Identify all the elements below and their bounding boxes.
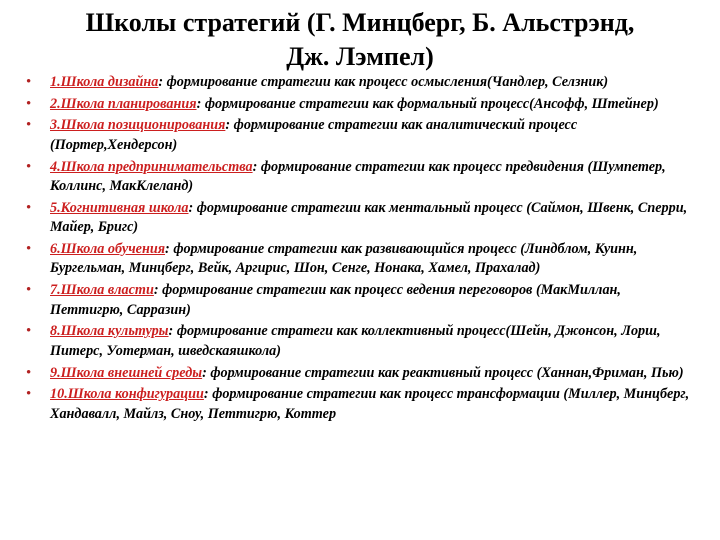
title-line-2: Дж. Лэмпел) xyxy=(286,42,434,71)
school-name: 10.Школа конфигурации xyxy=(50,386,204,403)
colon: : xyxy=(158,74,164,90)
strategy-schools-list xyxy=(26,73,696,426)
bullet-icon: • xyxy=(26,158,32,175)
school-name: 5.Когнитивная школа xyxy=(50,199,189,216)
school-name: 9.Школа внешней среды xyxy=(50,364,203,381)
school-name: 7.Школа власти xyxy=(50,282,154,299)
list-item-school-10 xyxy=(26,385,696,424)
school-name: 2.Школа планирования xyxy=(50,95,197,112)
bullet-icon: • xyxy=(26,74,32,90)
list-item-school-9 xyxy=(26,364,696,384)
colon: : xyxy=(196,95,202,112)
school-description: формирование стратегии как ментальный процесс (Саймон, Швенк, Сперри, Майер, Бригс) xyxy=(50,199,688,236)
school-name: 1.Школа дизайна xyxy=(50,74,159,90)
school-description: формирование стратегии как развивающийся процесс (Линдблом, Куинн, Бургельман, Минцберг, Вейк, Аргирис, Шон, Сенге, Нонака, Хамел, Прахалад) xyxy=(50,240,638,277)
bullet-icon: • xyxy=(26,282,32,299)
school-description: формирование стратегии как процесс ведения переговоров (МакМиллан, Петтигрю, Сарразин) xyxy=(50,282,621,318)
school-description: формирование стратегии как процесс осмысления(Чандлер, Селзник) xyxy=(163,74,609,90)
bullet-icon: • xyxy=(26,199,32,216)
list-item-school-1 xyxy=(26,73,696,93)
colon: : xyxy=(188,199,194,216)
list-item-school-4 xyxy=(26,158,696,197)
list-item-school-3 xyxy=(26,116,696,155)
school-description: формирование стратегии как аналитический процесс (Портер,Хендерсон) xyxy=(50,117,578,153)
colon: : xyxy=(225,117,231,134)
bullet-icon: • xyxy=(26,240,32,257)
school-description: формирование стратегии как процесс трансформации (Миллер, Минцберг, Хандавалл, Майлз, Сноу, Петтигрю, Коттер xyxy=(50,386,690,422)
bullet-icon: • xyxy=(26,117,32,134)
list-item-school-8 xyxy=(26,322,696,361)
school-description: формирование стратеги как коллективный процесс(Шейн, Джонсон, Лорш, Питерс, Уотерман, шведскаяшкола) xyxy=(50,323,661,359)
school-description: формирование стратегии как процесс предвидения (Шумпетер, Коллинс, МакКлеланд) xyxy=(50,158,666,195)
bullet-icon: • xyxy=(26,323,32,340)
school-name: 8.Школа культуры xyxy=(50,323,169,340)
school-description: формирование стратегии как формальный процесс(Ансофф, Штейнер) xyxy=(201,95,659,112)
colon: : xyxy=(153,282,159,299)
colon: : xyxy=(203,386,209,403)
bullet-icon: • xyxy=(26,95,32,112)
list-item-school-7 xyxy=(26,281,696,320)
list-item-school-2 xyxy=(26,95,696,115)
school-name: 3.Школа позиционирования xyxy=(50,117,226,134)
colon: : xyxy=(202,364,207,381)
colon: : xyxy=(168,323,174,340)
title-line-1: Школы стратегий (Г. Минцберг, Б. Альстрэнд, xyxy=(85,8,635,37)
colon: : xyxy=(165,240,170,257)
school-name: 6.Школа обучения xyxy=(50,240,166,257)
school-description: формирование стратегии как реактивный процесс (Ханнан,Фриман, Пью) xyxy=(206,364,684,381)
school-name: 4.Школа предпринимательства xyxy=(50,158,253,175)
colon: : xyxy=(252,158,258,175)
bullet-icon: • xyxy=(26,364,32,381)
bullet-icon: • xyxy=(26,386,32,403)
slide-title xyxy=(40,6,680,74)
list-item-school-5 xyxy=(26,199,696,238)
list-item-school-6 xyxy=(26,240,696,279)
